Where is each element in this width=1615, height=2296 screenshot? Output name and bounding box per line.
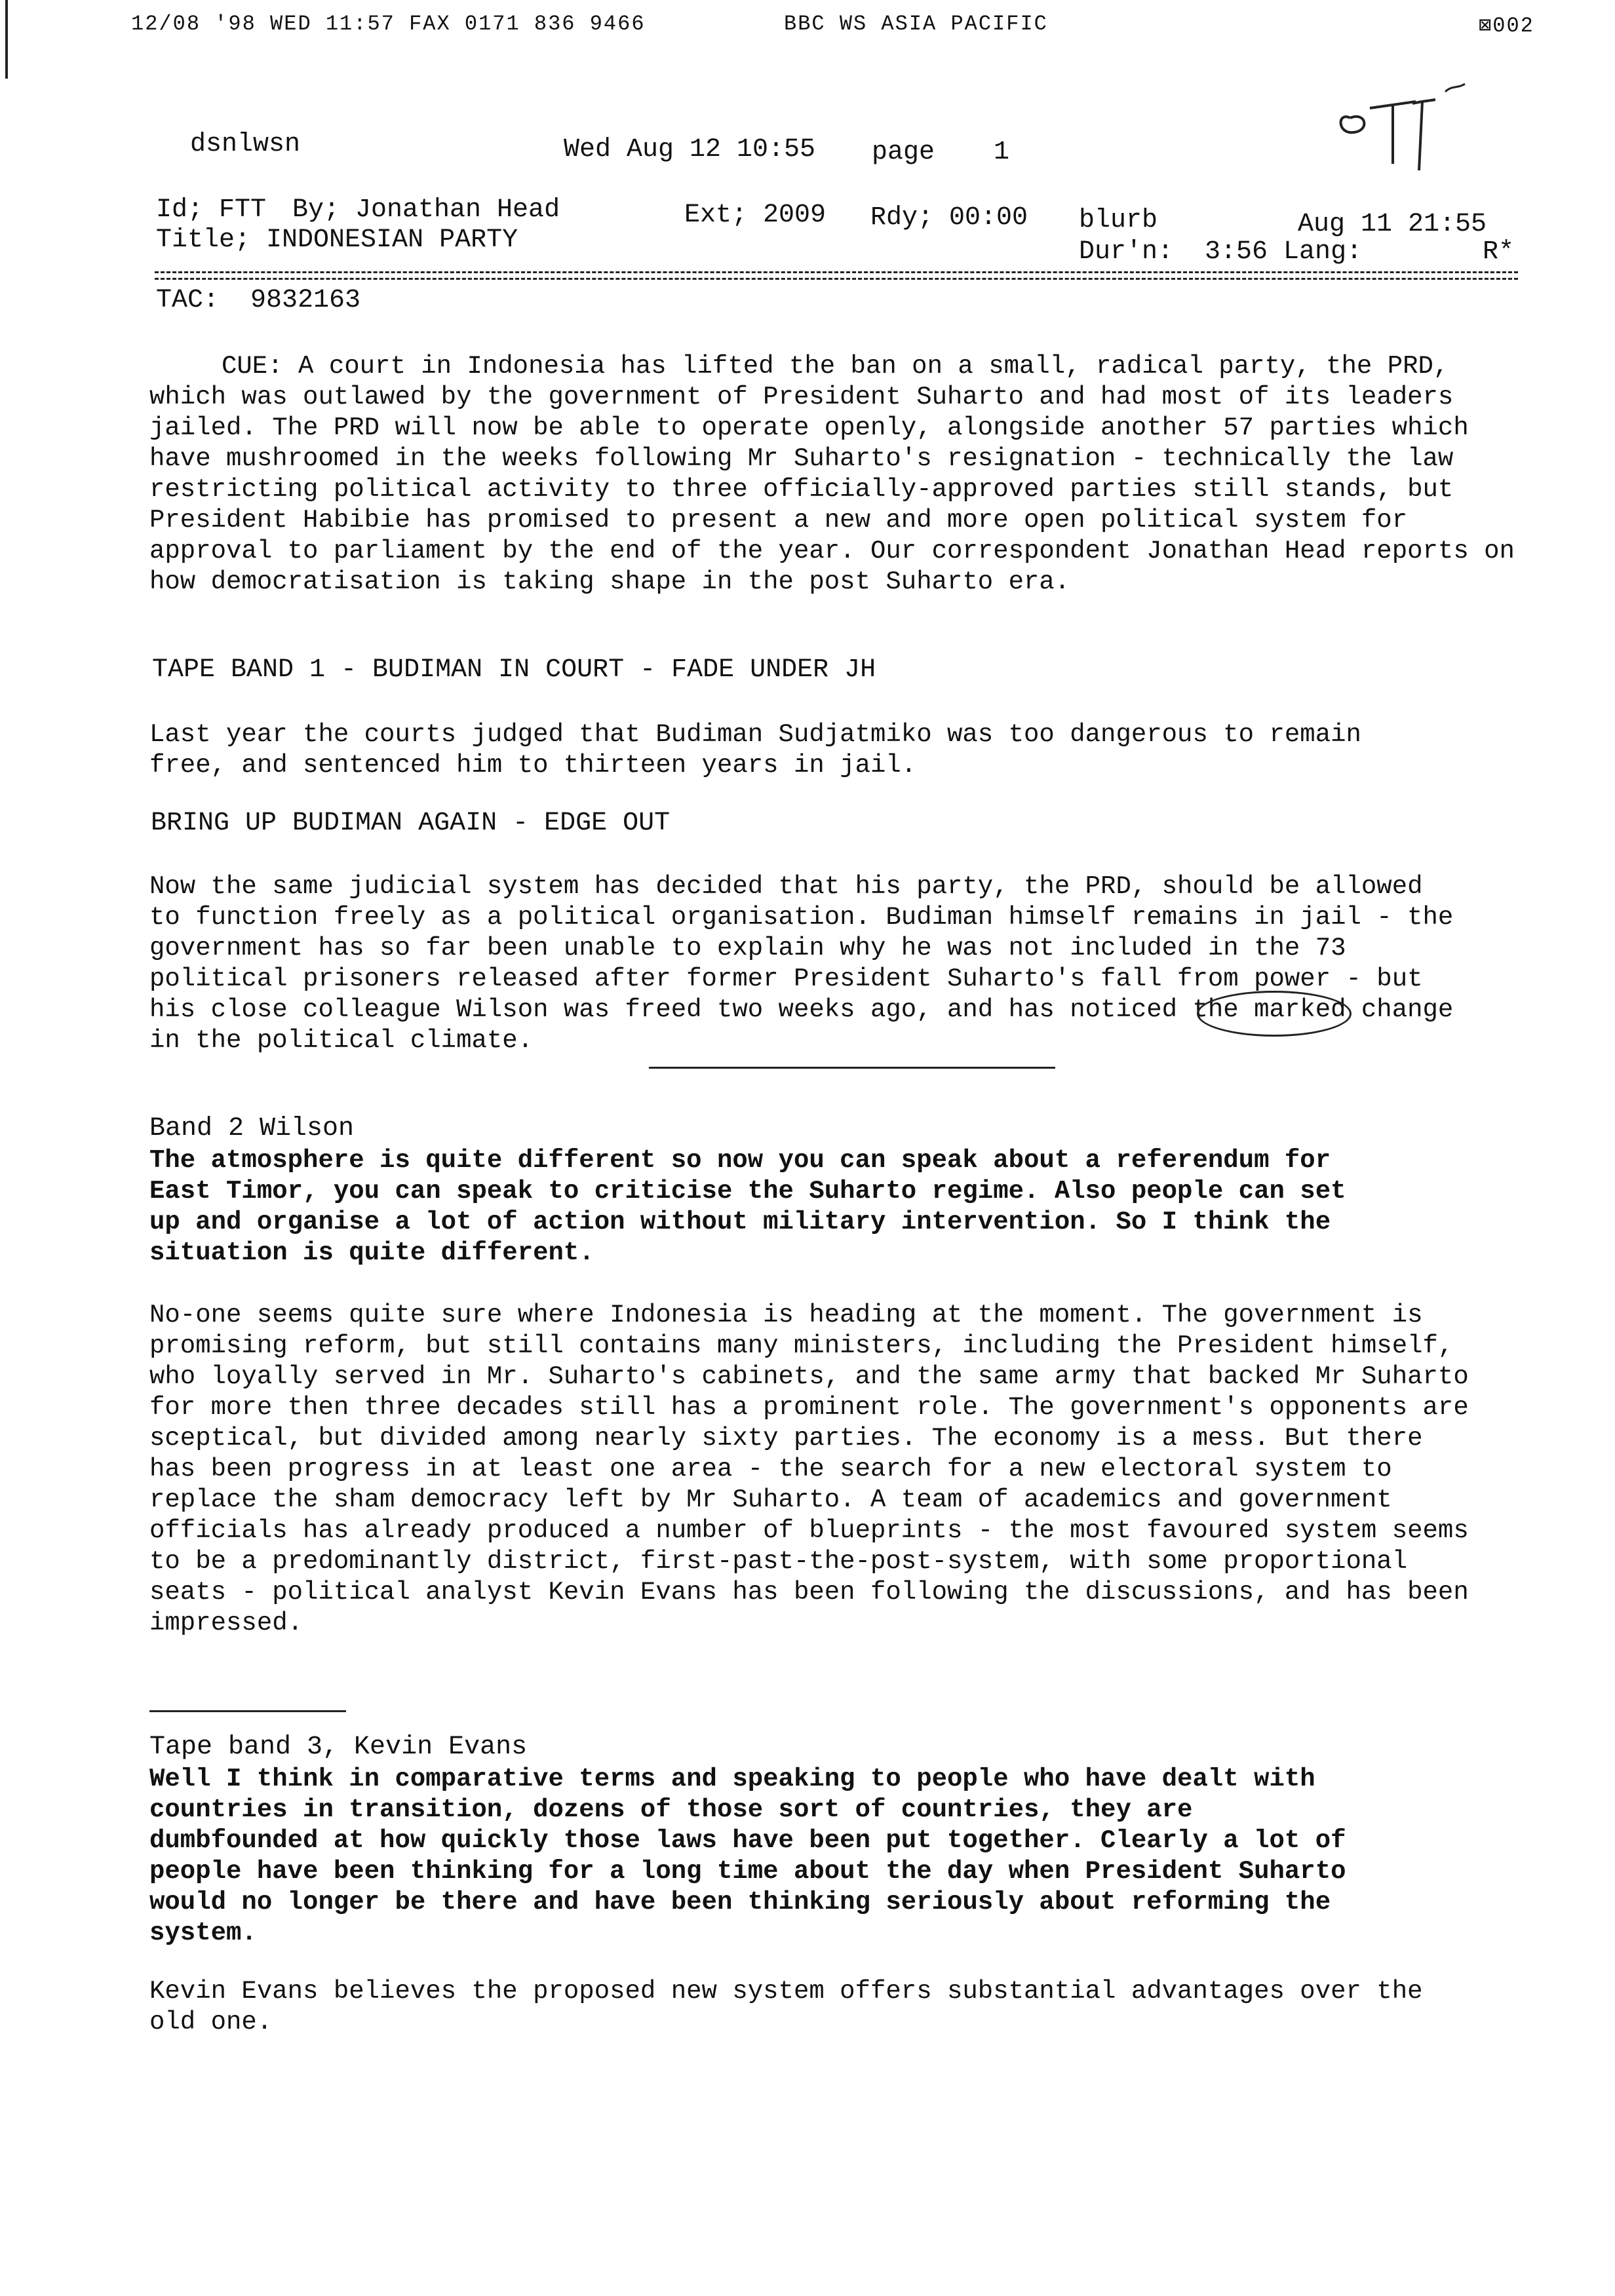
paragraph-3: No-one seems quite sure where Indonesia is heading at the moment. The government is promising reform, but still contains many ministers, including the President himself, who loyally served in Mr. Suharto's cabinets, and the same army that backed Mr Suharto for more then three decades still has a prominent role. The government's opponents are sceptical, but divided among nearly sixty parties. The economy is a mess. But there has been progress in at least one area - the search for a new electoral system to replace the sham democracy left by Mr Suharto. A team of academics and government officials has already produced a number of blueprints - the most favoured system seems to be a predominantly district, first-past-the-post-system, with some proportional seats - political analyst Kevin Evans has been following the discussions, and has been impressed. <box>149 1301 1469 1637</box>
tape-band-1: TAPE BAND 1 - BUDIMAN IN COURT - FADE UNDER JH <box>152 655 876 685</box>
meta-duration: Dur'n: 3:56 Lang: <box>1079 237 1363 267</box>
handwritten-mark <box>1331 72 1481 183</box>
paragraph-1: Last year the courts judged that Budiman Sudjatmiko was too dangerous to remain free, and sentenced him to thirteen years in jail. <box>149 720 1361 780</box>
fax-page-number: ⊠002 <box>1479 14 1534 38</box>
quote-2-block <box>149 1145 1513 1269</box>
slug-file: dsnlwsn <box>190 130 301 159</box>
slug-page-number: 1 <box>994 138 1010 167</box>
hand-circle-wilson <box>1197 991 1352 1037</box>
paragraph-3-block <box>149 1300 1473 1639</box>
divider-rule <box>155 271 1518 273</box>
meta-type: blurb <box>1079 206 1158 235</box>
meta-by: By; Jonathan Head <box>292 195 560 225</box>
margin-mark <box>5 0 8 79</box>
meta-title: Title; INDONESIAN PARTY <box>156 225 518 255</box>
hand-underline <box>149 1710 346 1712</box>
quote-2-line: up and organise a lot of action without military intervention. So I think the <box>149 1208 1331 1236</box>
fax-header-center: BBC WS ASIA PACIFIC <box>784 12 1048 36</box>
quote-2-line: East Timor, you can speak to criticise the Suharto regime. Also people can set <box>149 1177 1346 1206</box>
meta-rdy: Rdy; 00:00 <box>870 203 1028 233</box>
quote-3-line: dumbfounded at how quickly those laws have been put together. Clearly a lot of <box>149 1826 1346 1855</box>
meta-date: Aug 11 21:55 <box>1298 210 1487 239</box>
meta-tac: TAC: 9832163 <box>156 286 361 315</box>
cue-block <box>149 351 1526 598</box>
paragraph-1-block <box>149 719 1395 781</box>
band-2-label: Band 2 Wilson <box>149 1114 355 1143</box>
quote-3-line: countries in transition, dozens of those sort of countries, they are <box>149 1795 1193 1824</box>
bring-up-cue: BRING UP BUDIMAN AGAIN - EDGE OUT <box>151 809 671 838</box>
quote-2-line: The atmosphere is quite different so now you can speak about a referendum for <box>149 1146 1331 1175</box>
fax-header-left: 12/08 '98 WED 11:57 FAX 0171 836 9466 <box>131 12 646 36</box>
quote-3-line: would no longer be there and have been thinking seriously about reforming the <box>149 1888 1331 1917</box>
slug-date: Wed Aug 12 10:55 <box>564 135 816 164</box>
quote-3-line: system. <box>149 1919 257 1947</box>
slug-page-label: page <box>872 138 935 167</box>
quote-3-line: people have been thinking for a long time about the day when President Suharto <box>149 1857 1346 1886</box>
paragraph-4-block <box>149 1976 1434 2038</box>
cue-paragraph: CUE: A court in Indonesia has lifted the ban on a small, radical party, the PRD, which was outlawed by the government of President Suharto and had most of its leaders jailed. The PRD will now be able to operate openly, alongside another 57 parties which have mushroomed in the weeks following Mr Suharto's resignation - technically the law restricting political activity to three officially-approved parties still stands, but President Habibie has promised to present a new and more open political system for approval to parliament by the end of the year. Our correspondent Jonathan Head reports on how democratisation is taking shape in the post Suharto era. <box>149 352 1515 596</box>
quote-3-line: Well I think in comparative terms and speaking to people who have dealt with <box>149 1765 1315 1793</box>
hand-underline <box>649 1067 1055 1069</box>
quote-3-block <box>149 1764 1513 1949</box>
paragraph-4: Kevin Evans believes the proposed new system offers substantial advantages over the old one. <box>149 1977 1423 2037</box>
meta-id: Id; FTT <box>156 195 267 225</box>
meta-ext: Ext; 2009 <box>684 201 827 230</box>
divider-rule <box>155 278 1518 280</box>
paragraph-2: Now the same judicial system has decided that his party, the PRD, should be allowed to function freely as a political organisation. Budiman himself remains in jail - the government has so far been unable to explain why he was not included in the 73 political prisoners released after former President Suharto's fall from power - but his close colleague Wilson was freed two weeks ago, and has noticed the marked change in the political climate. <box>149 872 1454 1055</box>
meta-r-star: R* <box>1483 237 1515 267</box>
tape-band-3-label: Tape band 3, Kevin Evans <box>149 1732 528 1762</box>
quote-2-line: situation is quite different. <box>149 1238 594 1267</box>
